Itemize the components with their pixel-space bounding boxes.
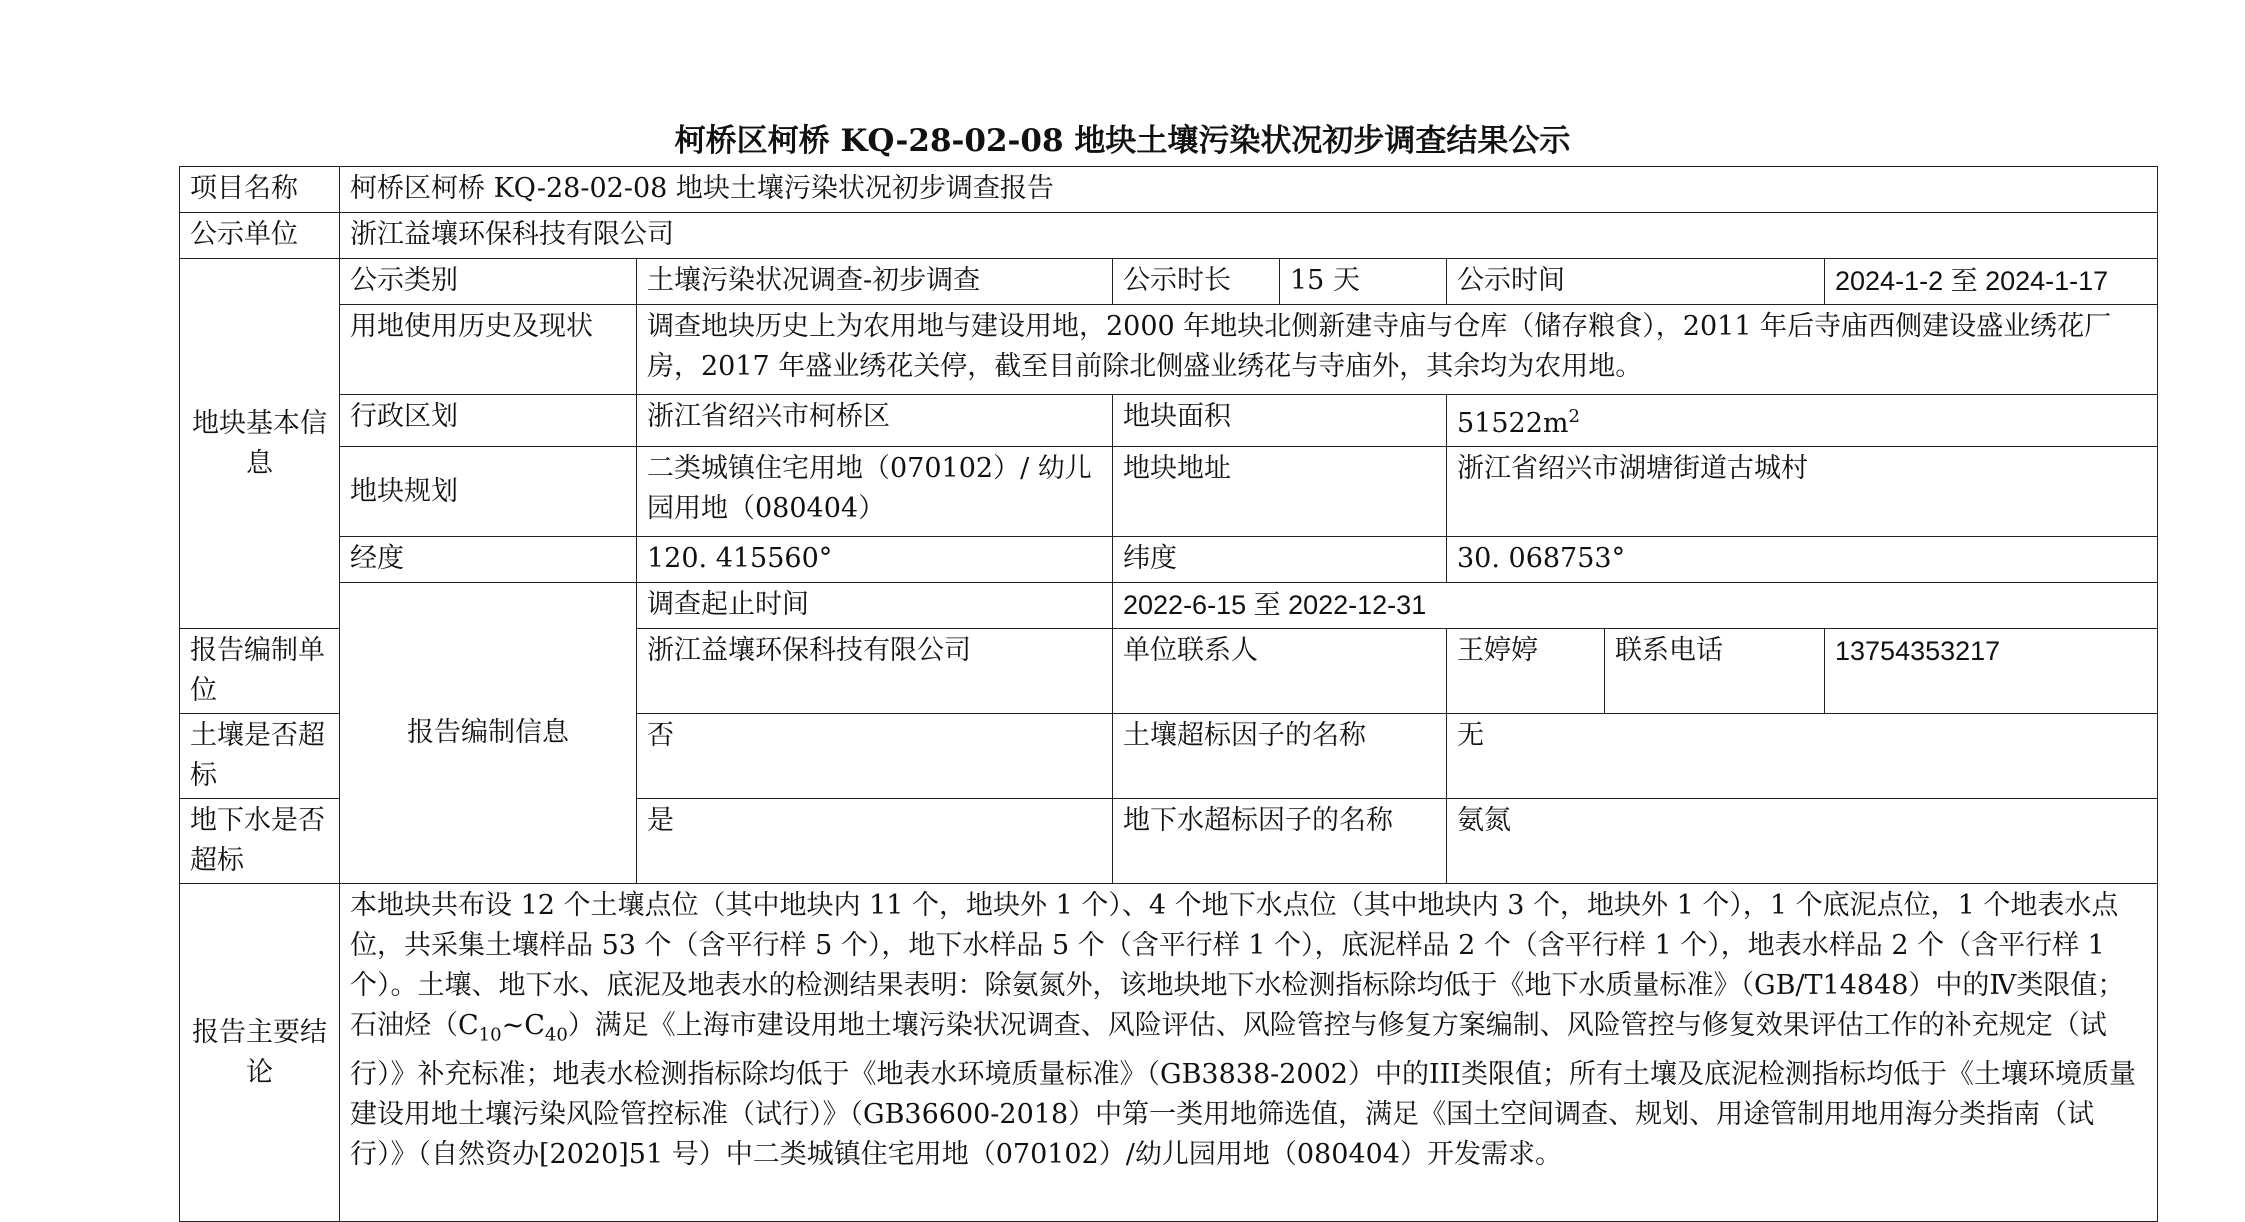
row-category (180, 259, 2158, 305)
row-plan (180, 447, 2158, 537)
lon-label: 经度 (340, 537, 637, 583)
row-project (180, 167, 2158, 213)
phone-value: 13754353217 (1825, 629, 2158, 714)
address-label: 地块地址 (1113, 447, 1447, 537)
water-exceed-value: 是 (637, 799, 1113, 884)
area-unit-superscript: 2 (1568, 406, 1580, 427)
row-publisher (180, 213, 2158, 259)
basic-section-text: 地块基本信息 (192, 407, 327, 479)
conclusion-text-part1: 本地块共布设 12 个土壤点位（其中地块内 11 个，地块外 1 个）、4 个地下水点位（其中地块内 3 个，地块外 1 个），1 个底泥点位，1 个地表水点位，共采集土壤样品 53 个（含平行样 5 个），地下水样品 5 个（含平行样 1 个），底泥样品 2 个（含平行样 1 个），地表水样品 2 个（含平行样 1 个）。土壤、地下水、底泥及地表水的检测结果表明：除氨氮外，该地块地下水检测指标除均低于《地下水质量标准》（GB/T14848）中的Ⅳ类限值；石油烃（C (350, 890, 2125, 1041)
history-value: 调查地块历史上为农用地与建设用地，2000 年地块北侧新建寺庙与仓库（储存粮食），2011 年后寺庙西侧建设盛业绣花厂房，2017 年盛业绣花关停，截至目前除北侧盛业绣花与寺庙外，其余均为农用地。 (637, 305, 2158, 395)
org-value: 浙江益壤环保科技有限公司 (637, 629, 1113, 714)
row-coordinates (180, 537, 2158, 583)
lat-value: 30. 068753° (1447, 537, 2158, 583)
duration-label: 公示时长 (1113, 259, 1280, 305)
project-value: 柯桥区柯桥 KQ-28-02-08 地块土壤污染状况初步调查报告 (340, 167, 2158, 213)
time-value: 2024-1-2 至 2024-1-17 (1825, 259, 2158, 305)
time-label: 公示时间 (1447, 259, 1825, 305)
water-exceed-label: 地下水是否超标 (180, 799, 340, 884)
org-label: 报告编制单位 (180, 629, 340, 714)
contact-value: 王婷婷 (1447, 629, 1605, 714)
soil-factor-label: 土壤超标因子的名称 (1113, 714, 1447, 799)
water-factor-label: 地下水超标因子的名称 (1113, 799, 1447, 884)
area-label: 地块面积 (1113, 395, 1447, 447)
conclusion-text (340, 884, 2158, 1222)
address-value: 浙江省绍兴市湖塘街道古城村 (1447, 447, 2158, 537)
row-history (180, 305, 2158, 395)
row-period (180, 583, 2158, 629)
plan-label: 地块规划 (340, 447, 637, 537)
area-value (1447, 395, 2158, 447)
lat-label: 纬度 (1113, 537, 1447, 583)
period-value: 2022-6-15 至 2022-12-31 (1113, 583, 2158, 629)
category-value: 土壤污染状况调查-初步调查 (637, 259, 1113, 305)
conclusion-section-text: 报告主要结论 (192, 1016, 327, 1088)
soil-factor-value: 无 (1447, 714, 2158, 799)
plan-value: 二类城镇住宅用地（070102）/ 幼儿园用地（080404） (637, 447, 1113, 537)
conclusion-text-part2: ~C (501, 1010, 545, 1041)
carbon-range-end-subscript: 40 (544, 1024, 568, 1046)
phone-label: 联系电话 (1605, 629, 1825, 714)
carbon-range-start-subscript: 10 (478, 1024, 502, 1046)
district-label: 行政区划 (340, 395, 637, 447)
conclusion-section-label (180, 884, 340, 1222)
report-section-label (340, 583, 637, 884)
area-number: 51522m (1457, 408, 1569, 439)
publisher-value: 浙江益壤环保科技有限公司 (340, 213, 2158, 259)
category-label: 公示类别 (340, 259, 637, 305)
row-district (180, 395, 2158, 447)
lon-value: 120. 415560° (637, 537, 1113, 583)
basic-section-label (180, 259, 340, 629)
conclusion-text-part3: ）满足《上海市建设用地土壤污染状况调查、风险评估、风险管控与修复方案编制、风险管控与修复效果评估工作的补充规定（试行）》补充标准；地表水检测指标除均低于《地表水环境质量标准》（GB3838-2002）中的III类限值；所有土壤及底泥检测指标均低于《土壤环境质量建设用地土壤污染风险管控标准（试行）》（GB36600-2018）中第一类用地筛选值，满足《国土空间调查、规划、用途管制用地用海分类指南（试行）》（自然资办[2020]51 号）中二类城镇住宅用地（070102）/幼儿园用地（080404）开发需求。 (350, 1010, 2136, 1171)
report-section-text: 报告编制信息 (407, 717, 569, 748)
history-label: 用地使用历史及现状 (340, 305, 637, 395)
duration-value: 15 天 (1280, 259, 1447, 305)
soil-exceed-label: 土壤是否超标 (180, 714, 340, 799)
contact-label: 单位联系人 (1113, 629, 1447, 714)
soil-exceed-value: 否 (637, 714, 1113, 799)
water-factor-value: 氨氮 (1447, 799, 2158, 884)
publisher-label: 公示单位 (180, 213, 340, 259)
page-title: 柯桥区柯桥 KQ-28-02-08 地块土壤污染状况初步调查结果公示 (674, 123, 1571, 159)
disclosure-table (179, 166, 2158, 1222)
period-label: 调查起止时间 (637, 583, 1113, 629)
project-label: 项目名称 (180, 167, 340, 213)
row-conclusion (180, 884, 2158, 1222)
district-value: 浙江省绍兴市柯桥区 (637, 395, 1113, 447)
